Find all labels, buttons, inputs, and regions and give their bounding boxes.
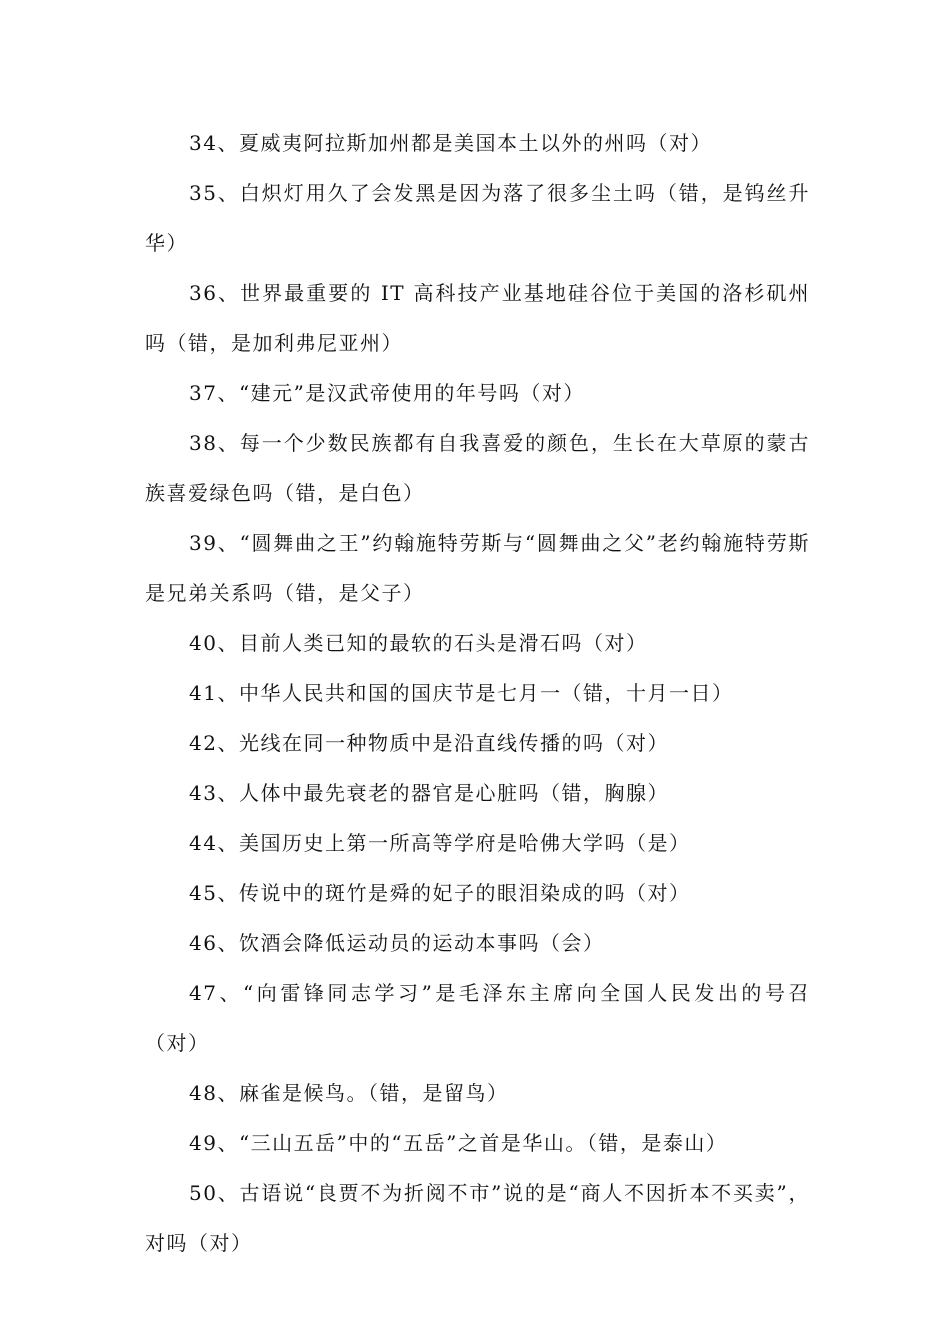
list-item: 41、中华人民共和国的国庆节是七月一（错，十月一日） xyxy=(189,681,734,705)
document-body xyxy=(145,118,810,1268)
list-item: 49、“三山五岳”中的“五岳”之首是华山。（错，是泰山） xyxy=(189,1131,728,1155)
list-item: 43、人体中最先衰老的器官是心脏吗（错，胸腺） xyxy=(189,781,669,805)
list-item: 42、光线在同一种物质中是沿直线传播的吗（对） xyxy=(189,731,669,755)
list-item: 50、古语说“良贾不为折阅不市”说的是“商人不因折本不买卖”，对吗（对） xyxy=(145,1181,810,1255)
list-item: 45、传说中的斑竹是舜的妃子的眼泪染成的吗（对） xyxy=(189,881,691,905)
list-item: 37、“建元”是汉武帝使用的年号吗（对） xyxy=(189,381,585,405)
list-item: 47、“向雷锋同志学习”是毛泽东主席向全国人民发出的号召（对） xyxy=(145,981,810,1055)
list-item: 34、夏威夷阿拉斯加州都是美国本土以外的州吗（对） xyxy=(189,131,712,155)
list-item: 35、白炽灯用久了会发黑是因为落了很多尘土吗（错，是钨丝升华） xyxy=(145,181,810,255)
list-item: 44、美国历史上第一所高等学府是哈佛大学吗（是） xyxy=(189,831,691,855)
list-item: 46、饮酒会降低运动员的运动本事吗（会） xyxy=(189,931,605,955)
list-item: 36、世界最重要的 IT 高科技产业基地硅谷位于美国的洛杉矶州吗（错，是加利弗尼亚州） xyxy=(145,281,810,355)
list-item: 48、麻雀是候鸟。（错，是留鸟） xyxy=(189,1081,509,1105)
list-item: 39、“圆舞曲之王”约翰施特劳斯与“圆舞曲之父”老约翰施特劳斯是兄弟关系吗（错，是父子） xyxy=(145,531,810,605)
list-item: 38、每一个少数民族都有自我喜爱的颜色，生长在大草原的蒙古族喜爱绿色吗（错，是白色） xyxy=(145,431,810,505)
list-item: 40、目前人类已知的最软的石头是滑石吗（对） xyxy=(189,631,648,655)
